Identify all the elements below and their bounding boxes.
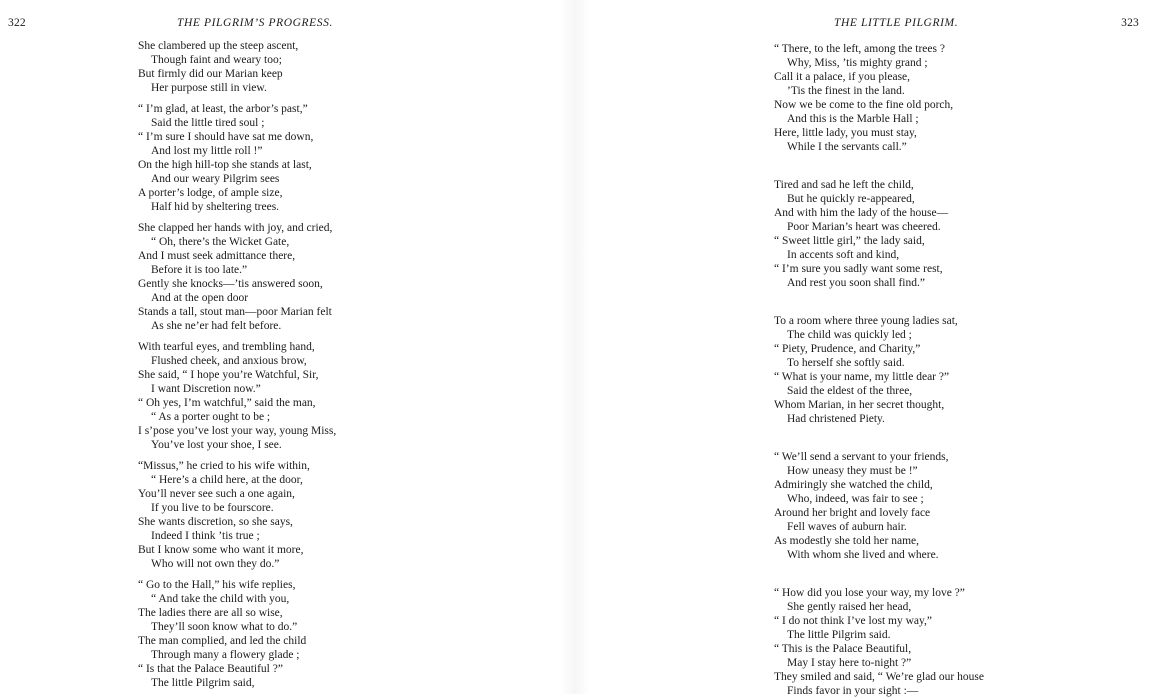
verse-line: While I the servants call.” (787, 141, 907, 153)
verse-line: The child was quickly led ; (787, 329, 912, 341)
verse-line: As she ne’er had felt before. (151, 320, 282, 332)
verse-line: Said the little tired soul ; (151, 117, 265, 129)
stanza (138, 221, 336, 333)
page-number: 322 (8, 17, 26, 29)
running-head: THE LITTLE PILGRIM. (834, 17, 959, 29)
verse-line: Poor Marian’s heart was cheered. (787, 221, 941, 233)
verse-line: “ Go to the Hall,” his wife replies, (138, 579, 296, 591)
verse-line: To herself she softly said. (787, 357, 905, 369)
verse-line: Call it a palace, if you please, (774, 71, 911, 83)
verse-line: Before it is too late.” (151, 264, 248, 276)
verse-line: Now we be come to the fine old porch, (774, 99, 954, 111)
verse-line: “ Here’s a child here, at the door, (151, 474, 303, 486)
stanza (774, 314, 984, 426)
verse-line: “ As a porter ought to be ; (151, 411, 271, 423)
verse-line: Stands a tall, stout man—poor Marian felt (138, 306, 332, 318)
verse-line: I want Discretion now.” (151, 383, 261, 395)
verse-line: And with him the lady of the house— (774, 207, 949, 219)
verse-line: Who, indeed, was fair to see ; (787, 493, 924, 505)
verse-line: Tired and sad he left the child, (774, 179, 914, 191)
verse-line: “ Oh, there’s the Wicket Gate, (151, 236, 290, 248)
verse-line: The little Pilgrim said, (151, 677, 255, 689)
verse-line: Why, Miss, ’tis mighty grand ; (787, 57, 928, 69)
verse-line: But firmly did our Marian keep (138, 68, 283, 80)
left-page (0, 0, 575, 694)
verse-line: And our weary Pilgrim sees (151, 173, 280, 185)
verse-line: Her purpose still in view. (151, 82, 267, 94)
verse-line: ’Tis the finest in the land. (787, 85, 905, 97)
stanza (774, 450, 984, 562)
verse-line: “ I’m sure you sadly want some rest, (774, 263, 943, 275)
verse-line: They’ll soon know what to do.” (151, 621, 298, 633)
verse-line: “ Piety, Prudence, and Charity,” (774, 343, 921, 355)
verse-line: “ Is that the Palace Beautiful ?” (138, 663, 283, 675)
verse-line: If you live to be fourscore. (151, 502, 274, 514)
poem-text (138, 39, 336, 690)
verse-line: She clapped her hands with joy, and cried, (138, 222, 333, 234)
verse-line: You’ll never see such a one again, (138, 488, 295, 500)
stanza (138, 340, 336, 452)
verse-line: “ This is the Palace Beautiful, (774, 643, 912, 655)
verse-line: “ I do not think I’ve lost my way,” (774, 615, 932, 627)
verse-line: Said the eldest of the three, (787, 385, 913, 397)
verse-line: “ And take the child with you, (151, 593, 290, 605)
verse-line: But he quickly re-appeared, (787, 193, 915, 205)
verse-line: Admiringly she watched the child, (774, 479, 933, 491)
verse-line: Who will not own they do.” (151, 558, 280, 570)
verse-line: In accents soft and kind, (787, 249, 900, 261)
stanza (138, 102, 336, 214)
stanza (138, 39, 336, 95)
verse-line: “ How did you lose your way, my love ?” (774, 587, 965, 599)
stanza (138, 459, 336, 571)
right-page (575, 0, 1151, 697)
verse-line: Gently she knocks—’tis answered soon, (138, 278, 323, 290)
verse-line: Through many a flowery glade ; (151, 649, 300, 661)
verse-line: “ There, to the left, among the trees ? (774, 43, 945, 55)
verse-line: And lost my little roll !” (151, 145, 263, 157)
verse-line: Though faint and weary too; (151, 54, 282, 66)
verse-line: Here, little lady, you must stay, (774, 127, 917, 139)
verse-line: She clambered up the steep ascent, (138, 40, 299, 52)
stanza (774, 586, 984, 698)
verse-line: And this is the Marble Hall ; (787, 113, 919, 125)
verse-line: But I know some who want it more, (138, 544, 304, 556)
verse-line: Around her bright and lovely face (774, 507, 931, 519)
verse-line: She said, “ I hope you’re Watchful, Sir, (138, 369, 319, 381)
stanza (138, 578, 336, 690)
verse-line: They smiled and said, “ We’re glad our house (774, 671, 984, 683)
verse-line: To a room where three young ladies sat, (774, 315, 958, 327)
verse-line: Half hid by sheltering trees. (151, 201, 280, 213)
poem-text (774, 42, 984, 698)
verse-line: A porter’s lodge, of ample size, (138, 187, 283, 199)
verse-line: Flushed cheek, and anxious brow, (151, 355, 307, 367)
verse-line: “ Sweet little girl,” the lady said, (774, 235, 925, 247)
verse-line: And I must seek admittance there, (138, 250, 296, 262)
verse-line: And at the open door (151, 292, 249, 304)
running-head: THE PILGRIM’S PROGRESS. (177, 17, 333, 29)
verse-line: She wants discretion, so she says, (138, 516, 293, 528)
stanza (774, 178, 984, 290)
verse-line: The ladies there are all so wise, (138, 607, 283, 619)
verse-line: She gently raised her head, (787, 601, 912, 613)
verse-line: “Missus,” he cried to his wife within, (138, 460, 310, 472)
verse-line: You’ve lost your shoe, I see. (151, 439, 282, 451)
verse-line: “ Oh yes, I’m watchful,” said the man, (138, 397, 316, 409)
verse-line: Had christened Piety. (787, 413, 885, 425)
verse-line: Fell waves of auburn hair. (787, 521, 907, 533)
verse-line: “ I’m sure I should have sat me down, (138, 131, 314, 143)
verse-line: With whom she lived and where. (787, 549, 939, 561)
page-number: 323 (1121, 17, 1139, 29)
verse-line: “ I’m glad, at least, the arbor’s past,” (138, 103, 308, 115)
verse-line: Finds favor in your sight :— (787, 685, 919, 697)
verse-line: On the high hill-top she stands at last, (138, 159, 312, 171)
verse-line: Whom Marian, in her secret thought, (774, 399, 945, 411)
verse-line: May I stay here to-night ?” (787, 657, 912, 669)
verse-line: Indeed I think ’tis true ; (151, 530, 260, 542)
verse-line: With tearful eyes, and trembling hand, (138, 341, 315, 353)
verse-line: The little Pilgrim said. (787, 629, 891, 641)
verse-line: I s’pose you’ve lost your way, young Miss, (138, 425, 337, 437)
verse-line: How uneasy they must be !” (787, 465, 918, 477)
verse-line: “ What is your name, my little dear ?” (774, 371, 950, 383)
verse-line: And rest you soon shall find.” (787, 277, 925, 289)
verse-line: “ We’ll send a servant to your friends, (774, 451, 949, 463)
verse-line: As modestly she told her name, (774, 535, 920, 547)
verse-line: The man complied, and led the child (138, 635, 307, 647)
stanza (774, 42, 984, 154)
